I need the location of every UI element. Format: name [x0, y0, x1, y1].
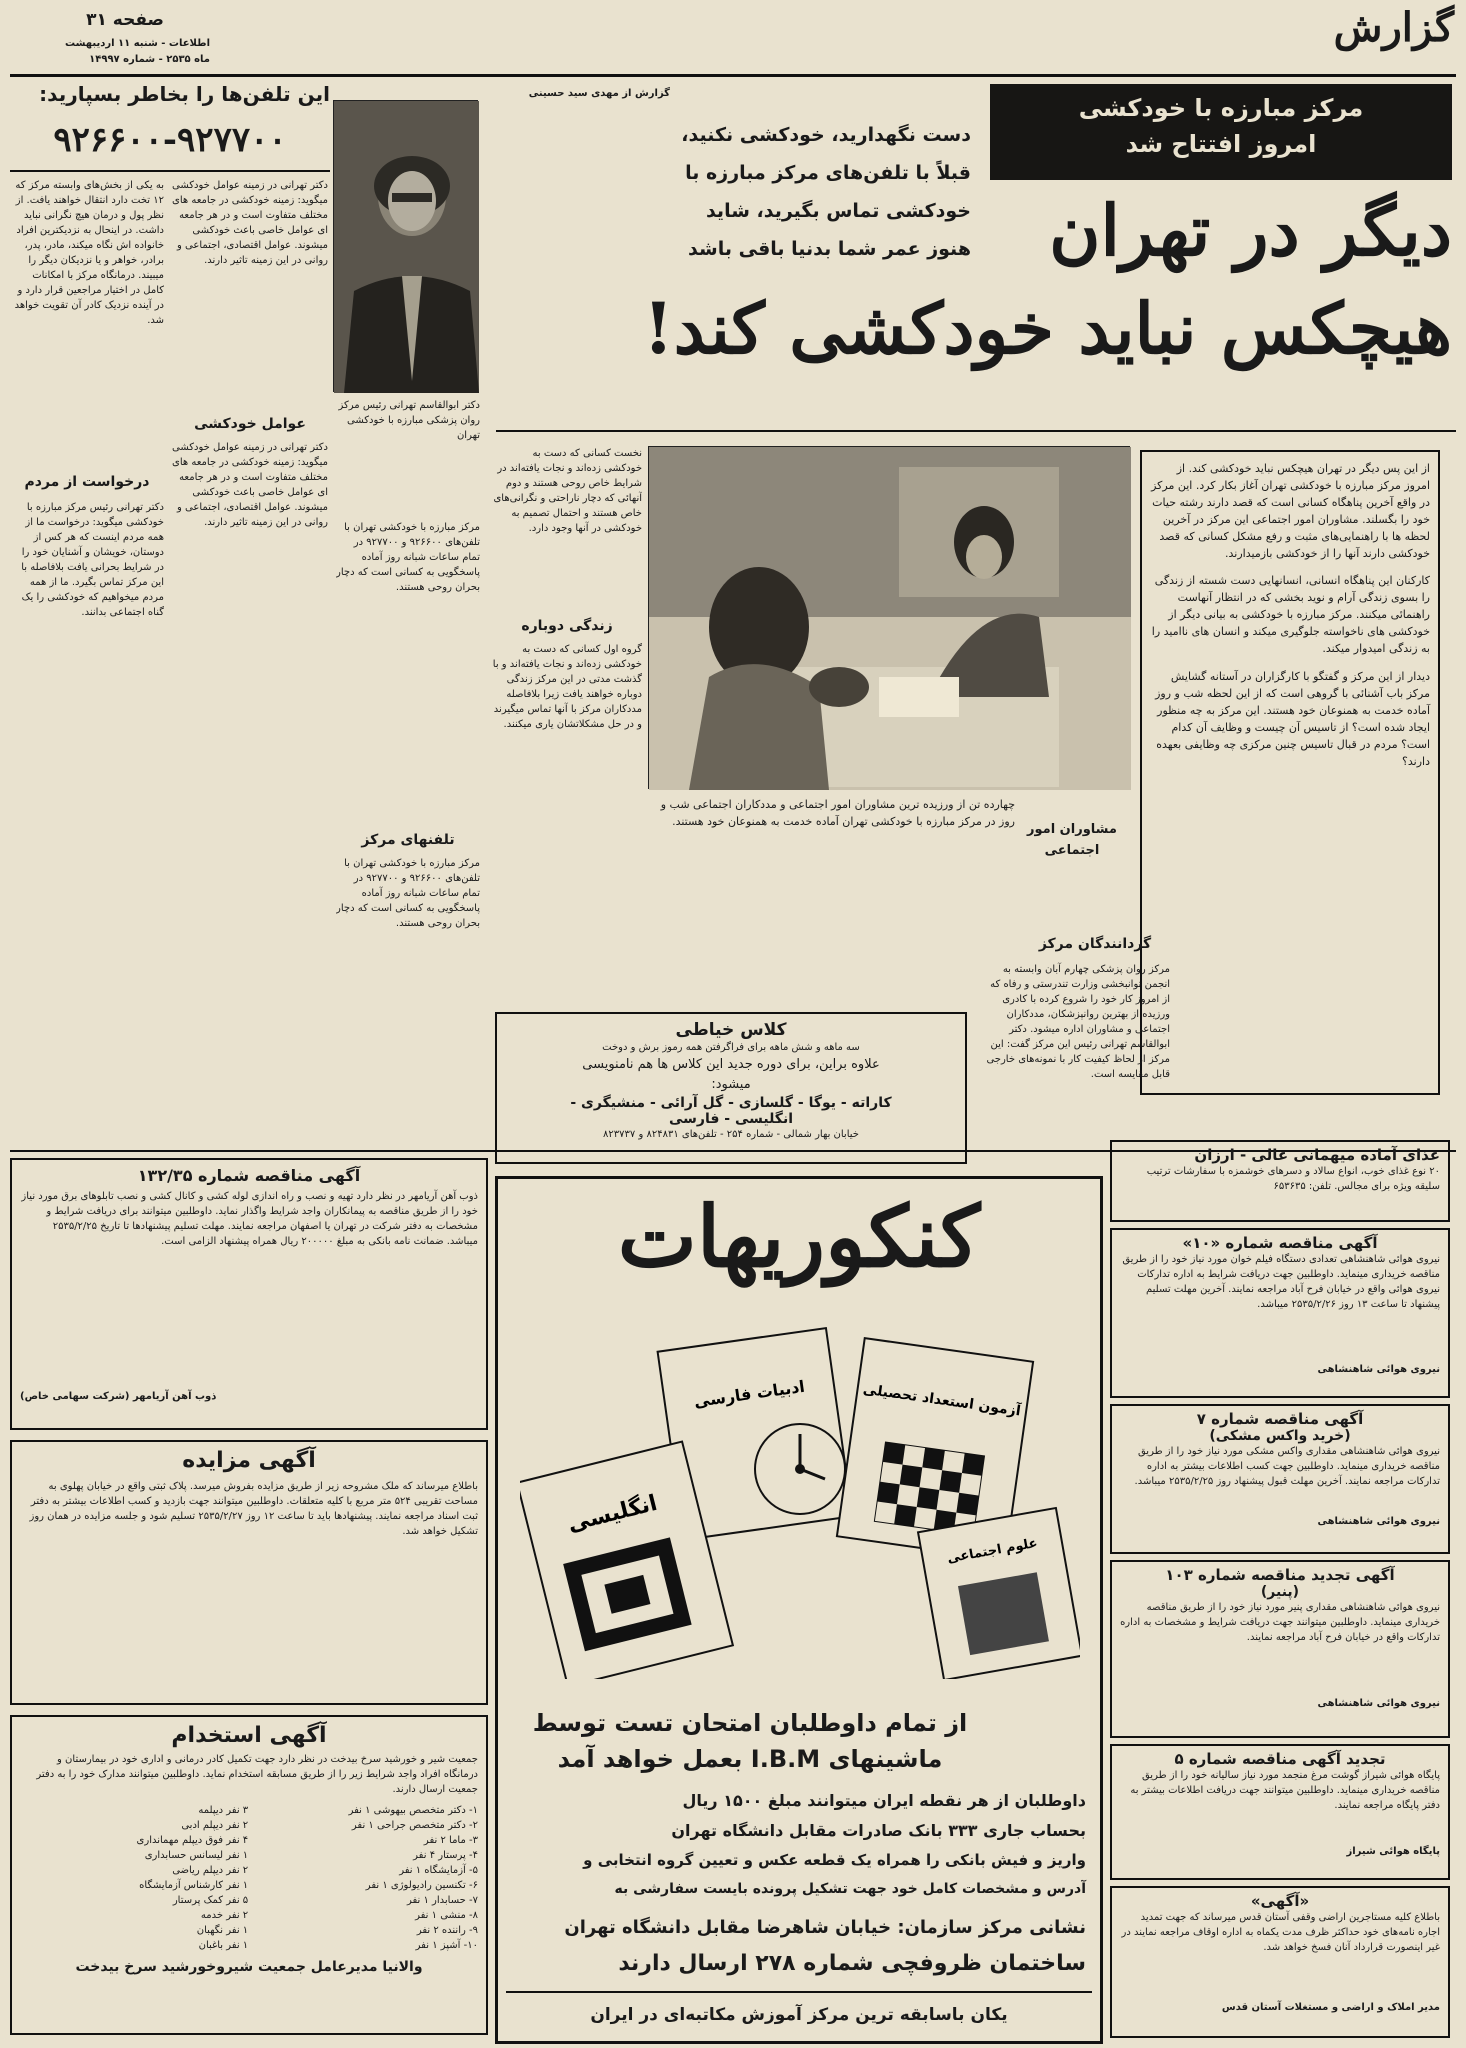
left-col-text: به یکی از بخش‌های وابسته مرکز که ۱۲ تخت دارد انتقال خواهند یافت. از نظر پول و درمان هیچ نگرانی نباید داشت. در اینحال به نزدیکترین افراد خانواده اش نگاه میکند، مادر، پدر، برادر، خواهر و یا نزدیکان دیگر را میبیند. درمانگاه مرکز با امکانات کامل در اختیار مراجعین قرار دارد و در آینده نزدیک کادر آن تقویت خواهد شد.	[14, 180, 164, 326]
konkur-line-7: نشانی مرکز سازمان: خیابان شاهرضا مقابل دانشگاه تهران	[564, 1917, 1086, 1938]
tender-5-signature: پایگاه هوائی شیراز	[1346, 1846, 1440, 1857]
konkur-line-1: از تمام داوطلبان امتحان تست توسط	[532, 1709, 968, 1737]
phones-numbers: ۹۲۶۶۰۰-۹۲۷۷۰۰	[53, 120, 287, 160]
tender-103-text: نیروی هوائی شاهنشاهی مقداری پنیر مورد نیاز خود را از طریق مناقصه خریداری مینماید. داوطلبین میتوانند جهت دریافت شرایط و مشخصات به اداره تدارکات واقع در خیابان فرح آباد مراجعه نمایند.	[1120, 1602, 1440, 1643]
employment-item: ۲ نفر خدمه	[200, 1910, 249, 1921]
section-title: گزارش	[1333, 4, 1454, 51]
notice-text: باطلاع کلیه مستاجرین اراضی وقفی آستان قدس میرساند که جهت تمدید اجاره نامه‌های خود حداکثر ظرف مدت یکماه به اداره اوقاف مراجعه نمایند در غیر اینصورت قرارداد آنان فسخ خواهد شد.	[1121, 1912, 1440, 1953]
class-line-4: کاراته - یوگا - گلسازی - گل آرائی - منشیگری -	[570, 1095, 892, 1112]
page-number: صفحه ۳۱	[86, 10, 164, 30]
food-text: ۲۰ نوع غذای خوب، انواع سالاد و دسرهای خوشمزه با سفارشات ترتیب سلیقه ویژه برای مجالس. تلفن: ۶۵۳۶۳۵	[1146, 1166, 1440, 1192]
employment-list-right	[28, 1803, 248, 1953]
employment-item: ۱۰- آشپز ۱ نفر	[415, 1940, 478, 1951]
notice-signature: مدیر املاک و اراضی و مستغلات آستان قدس	[1221, 2002, 1440, 2013]
kicker-line-1: مرکز مبارزه با خودکشی	[1078, 94, 1364, 122]
book-2-label: آزمون استعداد تحصیلی	[861, 1381, 1022, 1420]
lead-line-2: قبلاً با تلفن‌های مرکز مبارزه با	[685, 162, 971, 184]
issue-line-1: اطلاعات - شنبه ۱۱ اردیبهشت	[65, 38, 210, 49]
subhead-life-again: زندگی دوباره	[521, 618, 613, 634]
headline-line-1: دیگر در تهران	[1049, 189, 1452, 272]
subhead-managers: گردانندگان مرکز	[1038, 936, 1152, 952]
tender-103-signature: نیروی هوائی شاهنشاهی	[1317, 1698, 1440, 1709]
tender-132-signature: ذوب آهن آریامهر (شرکت سهامی خاص)	[20, 1391, 217, 1402]
subhead-causes: عوامل خودکشی	[194, 416, 306, 432]
employment-item: ۳- ماما ۲ نفر	[423, 1835, 478, 1846]
employment-item: ۷- حسابدار ۱ نفر	[406, 1895, 478, 1906]
tender-5-ad	[1110, 1744, 1450, 1880]
col4-text: نخست کسانی که دست به خودکشی زده‌اند و نجات یافته‌اند در شرایط خاص روحی هستند و دوم آنهائی که دچار ناراحتی و نگرانی‌های خاص هستند و احتمال تصمیم به خودکشی در آنها وجود دارد.	[493, 448, 642, 534]
phones-rule	[10, 170, 330, 172]
konkur-ad	[495, 1176, 1103, 2044]
auction-text: باطلاع میرساند که ملک مشروحه زیر از طریق مزایده بفروش میرسد. پلاک ثبتی واقع در خیابان پهلوی به مساحت تقریبی ۵۲۴ متر مربع با کلیه متعلقات. داوطلبین میتوانند جهت بازدید و کسب اطلاعات بیشتر به دفتر ثبت اسناد مراجعه نمایند. پیشنهادها باید تا ساعت ۱۲ روز ۲۵۳۵/۲/۲۷ تسلیم شود و جلسه مزایده در همان روز تشکیل خواهد شد.	[29, 1481, 478, 1537]
tender-10-signature: نیروی هوائی شاهنشاهی	[1317, 1364, 1440, 1375]
employment-item: ۸- منشی ۱ نفر	[415, 1910, 478, 1921]
konkur-line-4: بحساب جاری ۳۳۳ بانک صادرات مقابل دانشگاه تهران	[671, 1821, 1086, 1840]
subhead-phones: تلفنهای مرکز	[361, 832, 455, 848]
book-4-label: علوم اجتماعی	[946, 1535, 1039, 1567]
tender-7-title: آگهی مناقصه شماره ۷	[1196, 1410, 1364, 1428]
photo-caption: دکتر ابوالقاسم تهرانی رئیس مرکز روان پزشکی مبارزه با خودکشی تهران	[338, 400, 480, 441]
food-title: غذای آماده میهمانی عالی - ارزان	[1194, 1146, 1440, 1164]
tender-7-signature: نیروی هوائی شاهنشاهی	[1317, 1516, 1440, 1527]
konkur-footer-rule	[506, 1991, 1092, 1993]
lead-line-4: هنوز عمر شما بدنیا باقی باشد	[688, 238, 971, 260]
employment-item: ۱ نفر لیسانس حسابداری	[144, 1850, 249, 1861]
employment-item: ۱ نفر کارشناس آزمایشگاه	[139, 1880, 249, 1891]
class-line-3: میشود:	[711, 1077, 751, 1093]
phones-title: این تلفن‌ها را بخاطر بسپارید:	[39, 82, 330, 106]
employment-item: ۴- پرستار ۴ نفر	[413, 1850, 478, 1861]
managers-text: مرکز روان پزشکی چهارم آبان وابسته به انجمن توانبخشی وزارت تندرستی و رفاه که از امروز کار خود را شروع کرده با کادری ورزیده از بهترین روانپزشکان، مددکاران اجتماعی و مشاوران اداره میشود. دکتر ابوالقاسم تهرانی رئیس این مرکز گفت: این مرکز از لحاظ کیفیت کار با نمونه‌های خارجی قابل مقایسه است.	[986, 964, 1170, 1080]
konkur-line-2: ماشینهای I.B.M بعمل خواهد آمد	[557, 1745, 943, 1773]
konkur-line-8: ساختمان ظروفچی شماره ۲۷۸ ارسال دارند	[618, 1951, 1086, 1976]
auction-title: آگهی مزایده	[182, 1448, 316, 1473]
book-social	[918, 1508, 1080, 1679]
intro-box	[1140, 450, 1440, 1095]
konkur-footer: یکان باسابقه ترین مرکز آموزش مکاتبه‌ای در ایران	[590, 2005, 1008, 2025]
intro-text-1: از این پس دیگر در تهران هیچکس نباید خودکشی کند. از امروز مرکز مبارزه با خودکشی تهران آغاز بکار کرد. این مرکز در واقع آخرین پناهگاه کسانی است که قصد دارند رشته حیات خود را بگسلند. مشاوران امور اجتماعی این مرکز در آخرین لحظه ها با راهنمایی‌های مثبت و رفع مشکل کسانی که قصد خودکشی دارند آنها را از خودکشی بازمیدارند.	[1151, 462, 1430, 561]
tender-7-subtitle: (خرید واکس مشکی)	[1209, 1428, 1351, 1444]
tender-132-title: آگهی مناقصه شماره ۱۳۲/۳۵	[137, 1166, 361, 1185]
sewing-class-ad	[495, 1012, 967, 1164]
tender-103-title: آگهی تجدید مناقصه شماره ۱۰۳	[1165, 1566, 1395, 1584]
tender-5-title: تجدید آگهی مناقصه شماره ۵	[1174, 1750, 1386, 1768]
employment-signature: والانیا مدیرعامل جمعیت شیروخورشید سرخ بیدخت	[75, 1959, 423, 1975]
employment-title: آگهی استخدام	[171, 1723, 327, 1748]
phones-text: مرکز مبارزه با خودکشی تهران با تلفن‌های ۹۲۶۶۰۰ و ۹۲۷۷۰۰ در تمام ساعات شبانه روز آماده پاسخگویی به کسانی است که دچار بحران روحی هستند.	[336, 858, 480, 929]
book-1-label: ادبیات فارسی	[692, 1376, 806, 1412]
intro-text-3: دیدار از این مرکز و گفتگو با کارگزاران در آستانه گشایش مرکز باب آشنائی با گروهی است که از این لحظه شب و روز آماده خدمت به همنوعان خود هستند. این مرکز به چه منظور ایجاد شده است؟ از تاسیس آن چیست و وظایف آن کدام است؟ مردم در قبال تاسیس چنین مرکزی چه وظایفی بعهده دارند؟	[1155, 669, 1430, 768]
col3-text: مرکز مبارزه با خودکشی تهران با تلفن‌های ۹۲۶۶۰۰ و ۹۲۷۷۰۰ در تمام ساعات شبانه روز آماده پاسخگویی به کسانی است که دچار بحران روحی هستند.	[336, 522, 480, 593]
employment-text: جمعیت شیر و خورشید سرخ بیدخت در نظر دارد جهت تکمیل کادر درمانی و اداری خود در بیمارستان و درمانگاه افراد واجد شرایط زیر را از طریق مسابقه استخدام نماید. داوطلبین میتوانند مدارک خود را به دفتر جمعیت ارسال دارند.	[36, 1754, 478, 1795]
kicker-box	[990, 84, 1452, 180]
subhead-request: درخواست از مردم	[24, 474, 150, 490]
class-title: کلاس خیاطی	[675, 1020, 787, 1040]
class-line-2: علاوه براین، برای دوره جدید این کلاس ها هم نامنویسی	[582, 1057, 880, 1072]
employment-item: ۲ نفر دیپلم ریاضی	[172, 1865, 249, 1876]
headline-rule	[496, 430, 1456, 432]
employment-item: ۴ نفر فوق دیپلم مهمانداری	[136, 1835, 249, 1846]
employment-item: ۵- آزمایشگاه ۱ نفر	[399, 1865, 478, 1876]
issue-line-2: ماه ۲۵۳۵ - شماره ۱۴۹۹۷	[89, 54, 210, 65]
employment-item: ۹- راننده ۲ نفر	[416, 1925, 478, 1936]
konkur-line-3: داوطلبان از هر نقطه ایران میتوانند مبلغ ۱۵۰۰ ریال	[682, 1791, 1086, 1810]
notice-title: «آگهی»	[1250, 1892, 1310, 1910]
konkur-books-illustration	[520, 1319, 1080, 1679]
konkur-line-6: آدرس و مشخصات کامل خود جهت تشکیل پرونده بایست سفارشی به	[614, 1881, 1086, 1897]
tender-10-ad	[1110, 1228, 1450, 1398]
food-ad	[1110, 1140, 1450, 1222]
notice-ad	[1110, 1886, 1450, 2038]
employment-item: ۱ نفر باغبان	[198, 1940, 249, 1951]
book-clock	[755, 1424, 845, 1514]
class-line-5: انگلیسی - فارسی	[668, 1111, 793, 1128]
tender-7-ad	[1110, 1404, 1450, 1554]
tender-103-ad	[1110, 1560, 1450, 1738]
employment-item: ۲ نفر دیپلم ادبی	[181, 1820, 249, 1831]
lead-line-3: خودکشی تماس بگیرید، شاید	[705, 200, 971, 222]
portrait-photo	[333, 100, 478, 392]
auction-ad	[10, 1440, 488, 1705]
lead-line-1: دست نگهدارید، خودکشی نکنید،	[681, 124, 971, 146]
employment-item: ۶- تکنسین رادیولوژی ۱ نفر	[365, 1880, 478, 1891]
byline: گزارش از مهدی سید حسینی	[528, 88, 670, 99]
consultants-label: مشاوران امور اجتماعی	[1027, 822, 1117, 858]
photo2-caption: چهارده تن از ورزیده ترین مشاوران امور اجتماعی و مددکاران اجتماعی شب و روز در مرکز مبارزه با خودکشی تهران آماده خدمت به همنوعان خود هستند.	[660, 798, 1015, 829]
tender-132-text: ذوب آهن آریامهر در نظر دارد تهیه و نصب و راه اندازی لوله کشی و کانال کشی و نصب تابلوهای برق مورد نیاز خود را از طریق مناقصه به پیمانکاران واجد شرایط واگذار نماید. داوطلبین میتوانند برای دریافت شرایط و مشخصات به دفتر شرکت در تهران یا اصفهان مراجعه نمایند. مهلت تسلیم پیشنهادها تا تاریخ ۲۵۳۵/۲/۲۵ میباشد. ضمانت نامه بانکی به مبلغ ۲۰۰۰۰۰ ریال همراه پیشنهاد الزامی است.	[21, 1191, 478, 1247]
employment-item: ۲- دکتر متخصص جراحی ۱ نفر	[351, 1820, 478, 1831]
employment-item: ۵ نفر کمک پرستار	[172, 1895, 249, 1906]
tender-10-title: آگهی مناقصه شماره «۱۰»	[1182, 1234, 1378, 1252]
employment-item: ۱ نفر نگهبان	[196, 1925, 249, 1936]
consultants-scene	[649, 447, 1131, 790]
tender-10-text: نیروی هوائی شاهنشاهی تعدادی دستگاه فیلم خوان مورد نیاز خود را از طریق مناقصه خریداری مینماید. داوطلبین جهت دریافت شرایط به اداره تدارکات نیروی هوائی واقع در خیابان فرح آباد مراجعه نمایند. آخرین مهلت تسلیم پیشنهاد تا ساعت ۱۳ روز ۲۵۳۵/۲/۲۶ میباشد.	[1122, 1254, 1440, 1310]
tender-5-text: پایگاه هوائی شیراز گوشت مرغ منجمد مورد نیاز سالیانه خود را از طریق مناقصه خریداری مینماید. داوطلبین میتوانند جهت دریافت اطلاعات بیشتر به دفتر پایگاه مراجعه نمایند.	[1130, 1770, 1440, 1811]
class-address: خیابان بهار شمالی - شماره ۲۵۴ - تلفن‌های ۸۲۴۸۳۱ و ۸۲۳۷۳۷	[603, 1129, 859, 1141]
request-text: دکتر تهرانی رئیس مرکز مبارزه با خودکشی میگوید: درخواست ما از همه مردم اینست که هر کس از دوستان، خویشان و آشنایان خود را در شرایط بحرانی یافت بلافاصله با این مرکز تماس بگیرد. ما از همه مردم میخواهیم که خودکشی را یک گناه اجتماعی بدانند.	[21, 502, 164, 618]
intro-text-2: کارکنان این پناهگاه انسانی، انسانهایی دست شسته از زندگی را بسوی زندگی آرام و نوید بخشی که در انتظار آنهاست راهنمائی میکنند. مرکز مبارزه با خودکشی به بیانی دیگر از خودکشی های ناخواسته جلوگیری میکند و انسان های ناامید را به زندگی امیدوار میکند.	[1151, 574, 1430, 656]
class-line-1: سه ماهه و شش ماهه برای فراگرفتن همه رموز برش و دوخت	[602, 1042, 860, 1053]
headline-line-2: هیچکس نباید خودکشی کند!	[642, 287, 1452, 370]
employment-item: ۱- دکتر متخصص بیهوشی ۱ نفر	[348, 1805, 478, 1816]
employment-list-left	[258, 1803, 478, 1953]
tender-7-text: نیروی هوائی شاهنشاهی مقداری واکس مشکی مورد نیاز خود را از طریق مناقصه خریداری مینماید. داوطلبین جهت کسب اطلاعات بیشتر به اداره تدارکات مراجعه نمایند. آخرین مهلت قبول پیشنهاد روز ۲۵۳۵/۲/۲۵ میباشد.	[1134, 1446, 1440, 1487]
kicker-line-2: امروز افتتاح شد	[1125, 130, 1317, 158]
causes-text: دکتر تهرانی در زمینه عوامل خودکشی میگوید: زمینه خودکشی در جامعه های مختلف متفاوت است و در هر جامعه ای عوامل خاصی باعث خودکشی میشوند. عوامل اقتصادی، اجتماعی و روانی در این زمینه تاثیر دارند.	[172, 442, 328, 528]
employment-item: ۳ نفر دیپلمه	[198, 1805, 249, 1816]
employment-ad	[10, 1715, 488, 2035]
konkur-title: کنکوریهات	[617, 1187, 981, 1286]
life-again-text: گروه اول کسانی که دست به خودکشی زده‌اند و نجات یافته‌اند و با گذشت مدتی در این مرکز زندگی دوباره خواهند یافت زیرا بلافاصله مددکاران مرکز با آنها تماس میگیرند و در حل مشکلاتشان یاری میکنند.	[492, 644, 642, 730]
masthead-rule	[10, 74, 1456, 77]
konkur-line-5: واریز و فیش بانکی را همراه یک قطعه عکس و تعیین گروه انتخابی و	[583, 1851, 1086, 1869]
consultants-photo	[648, 446, 1130, 789]
tender-132-ad	[10, 1158, 488, 1430]
tender-103-subtitle: (پنیر)	[1260, 1584, 1300, 1600]
book-3-label: انگلیسی	[565, 1490, 660, 1538]
mid-left-text: دکتر تهرانی در زمینه عوامل خودکشی میگوید: زمینه خودکشی در جامعه های مختلف متفاوت است و در هر جامعه ای عوامل خاصی باعث خودکشی میشوند. عوامل اقتصادی، اجتماعی و روانی در این زمینه تاثیر دارند.	[172, 180, 328, 266]
portrait-figure	[334, 101, 479, 393]
